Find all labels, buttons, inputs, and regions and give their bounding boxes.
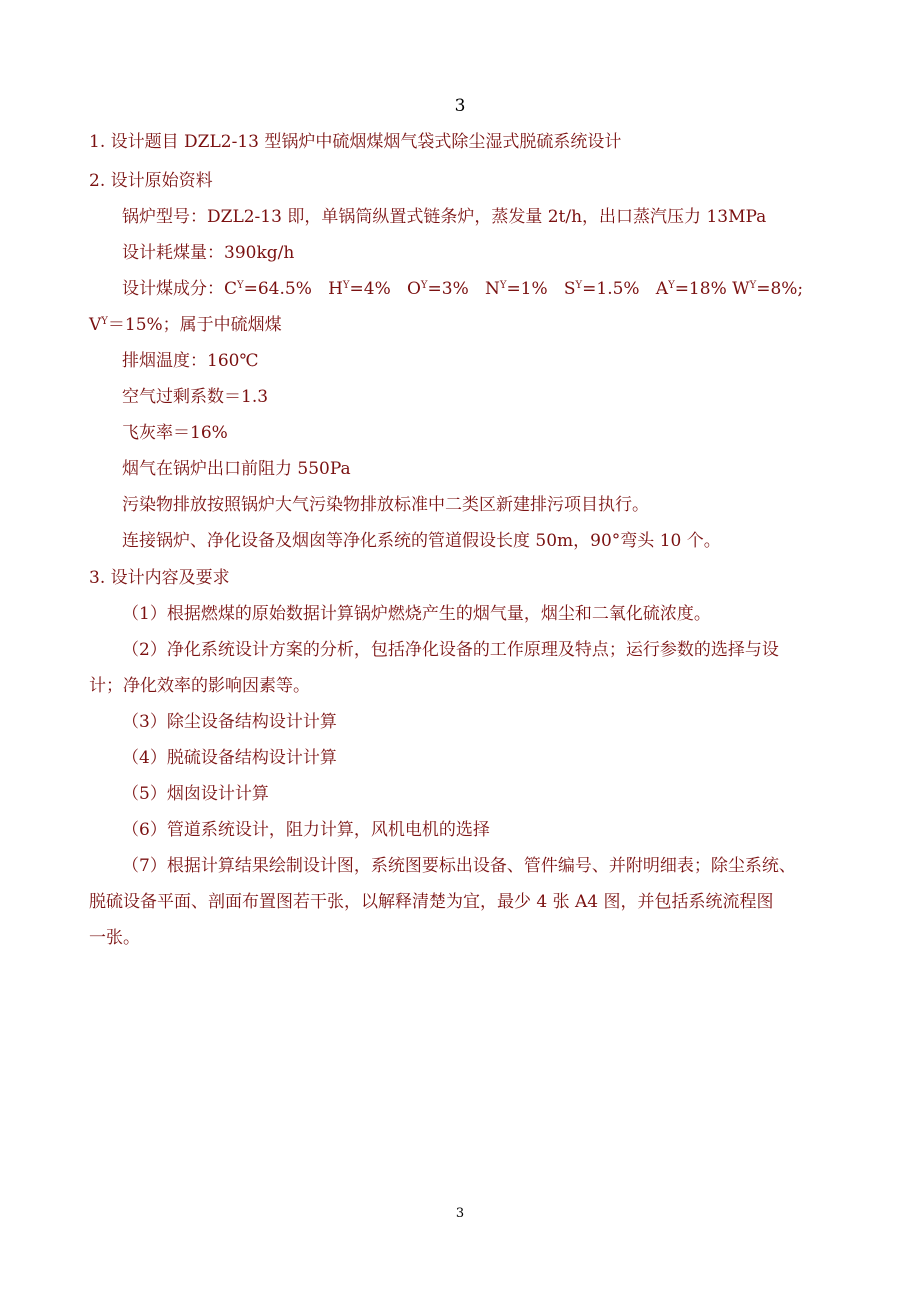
section3-title: 3. 设计内容及要求 [89, 568, 230, 588]
requirement-3: （3）除尘设备结构设计计算 [122, 712, 337, 732]
volatile-line [89, 313, 282, 337]
w-sup: Y [749, 280, 757, 291]
a-sup: Y [668, 280, 675, 291]
requirement-6: （6）管道系统设计，阻力计算，风机电机的选择 [122, 820, 490, 840]
a-symbol: A [655, 279, 669, 299]
section2-title: 2. 设计原始资料 [89, 171, 213, 191]
a-value: =18% [674, 279, 733, 299]
n-value: =1% [506, 279, 564, 299]
h-sup: Y [342, 280, 350, 291]
w-symbol: W [732, 279, 750, 299]
requirement-2-line2: 计；净化效率的影响因素等。 [89, 676, 310, 696]
v-value: ＝15%；属于中硫烟煤 [107, 315, 282, 335]
emission-standard: 污染物排放按照锅炉大气污染物排放标准中二类区新建排污项目执行。 [122, 495, 649, 515]
v-symbol: V [89, 315, 102, 335]
requirement-4: （4）脱硫设备结构设计计算 [122, 748, 337, 768]
c-sup: Y [237, 280, 244, 291]
s-symbol: S [563, 279, 576, 299]
composition-prefix: 设计煤成分： [122, 279, 224, 299]
section1-title: 1. 设计题目 DZL2-13 型锅炉中硫烟煤烟气袋式除尘湿式脱硫系统设计 [89, 132, 622, 152]
c-symbol: C [224, 279, 238, 299]
resistance: 烟气在锅炉出口前阻力 550Pa [122, 459, 351, 479]
fly-ash-rate: 飞灰率＝16% [122, 423, 228, 443]
requirement-5: （5）烟囱设计计算 [122, 784, 269, 804]
n-sup: Y [499, 280, 507, 291]
exhaust-temperature: 排烟温度：160℃ [122, 351, 259, 371]
s-sup: Y [575, 280, 583, 291]
requirement-2-line1: （2）净化系统设计方案的分析，包括净化设备的工作原理及特点；运行参数的选择与设 [122, 640, 779, 660]
s-value: =1.5% [582, 279, 656, 299]
excess-air: 空气过剩系数＝1.3 [122, 387, 269, 407]
o-symbol: O [406, 279, 421, 299]
footer-page-number: 3 [455, 1206, 465, 1221]
requirement-7-line2: 脱硫设备平面、剖面布置图若干张，以解释清楚为宜，最少 4 张 A4 图，并包括系统流程图 [89, 892, 774, 912]
requirement-7-line3: 一张。 [89, 928, 140, 948]
c-value: =64.5% [243, 279, 329, 299]
requirement-7-line1: （7）根据计算结果绘制设计图，系统图要标出设备、管件编号、并附明细表；除尘系统、 [122, 856, 796, 876]
header-page-number: 3 [454, 96, 466, 116]
n-symbol: N [484, 279, 500, 299]
w-value: =8%; [756, 279, 804, 299]
coal-consumption: 设计耗煤量：390kg/h [122, 243, 295, 263]
boiler-model: 锅炉型号：DZL2-13 即，单锅筒纵置式链条炉，蒸发量 2t/h，出口蒸汽压力 13MPa [122, 207, 767, 227]
h-value: =4% [349, 279, 407, 299]
o-sup: Y [420, 280, 428, 291]
requirement-1: （1）根据燃煤的原始数据计算锅炉燃烧产生的烟气量，烟尘和二氧化硫浓度。 [122, 604, 711, 624]
pipe-assumption: 连接锅炉、净化设备及烟囱等净化系统的管道假设长度 50m，90°弯头 10 个。 [122, 531, 721, 551]
v-sup: Y [101, 316, 108, 327]
coal-composition [122, 277, 803, 301]
o-value: =3% [427, 279, 485, 299]
h-symbol: H [328, 279, 343, 299]
